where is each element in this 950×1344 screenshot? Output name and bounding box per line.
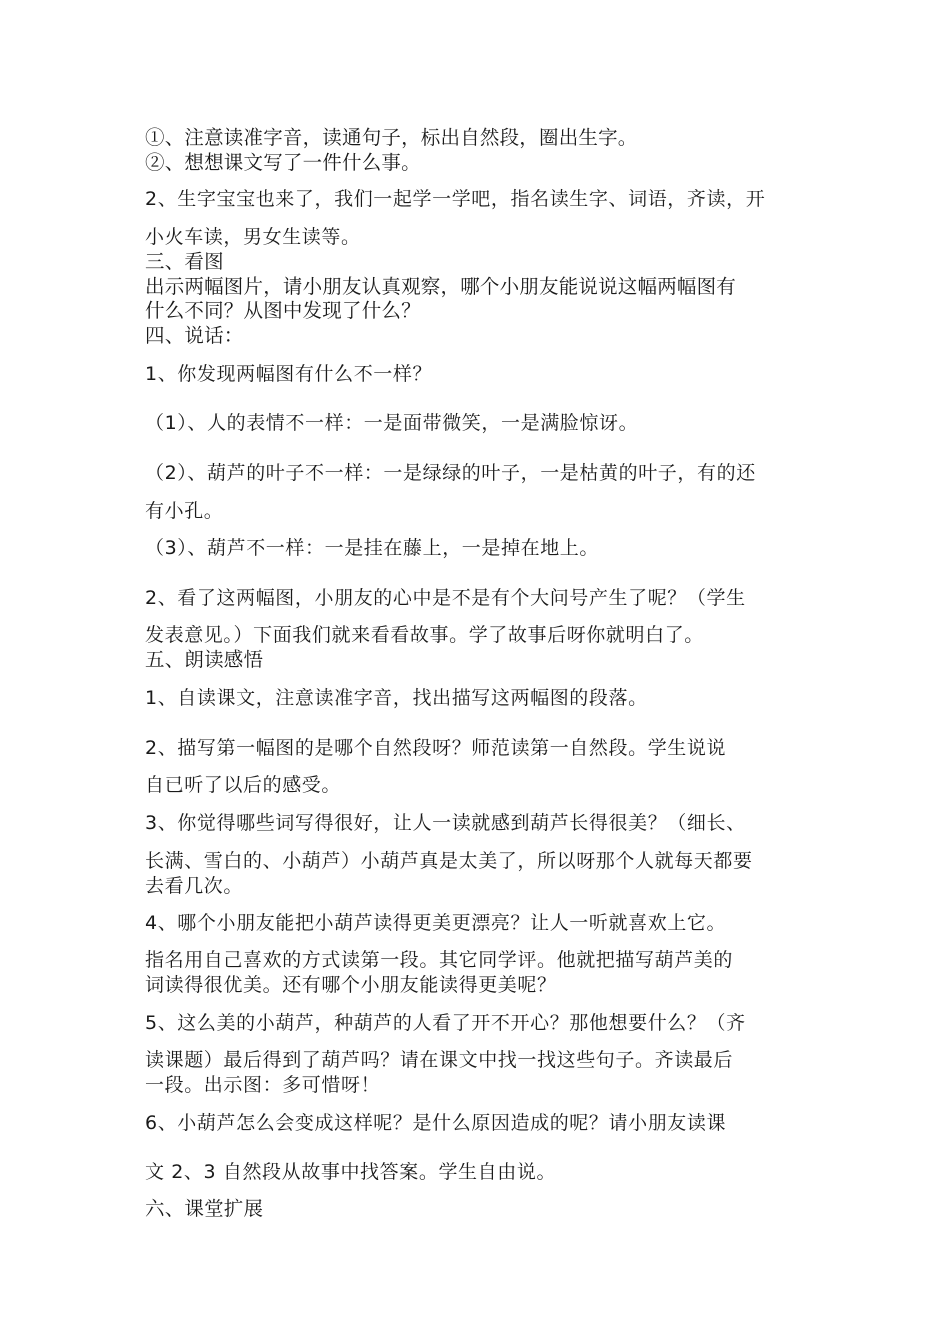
text-line: 2、看了这两幅图，小朋友的心中是不是有个大问号产生了呢？（学生 [145,587,746,609]
text-line: 5、这么美的小葫芦，种葫芦的人看了开不开心？那他想要什么？（齐 [145,1012,746,1034]
text-line: 1、你发现两幅图有什么不一样？ [145,363,433,385]
text-line: ①、注意读准字音，读通句子，标出自然段，圈出生字。 [145,126,638,149]
text-line: 词读得很优美。还有哪个小朋友能读得更美呢？ [145,974,557,996]
text-line: 自已听了以后的感受。 [145,774,342,796]
text-line: （3）、葫芦不一样：一是挂在藤上，一是掉在地上。 [145,537,599,559]
text-line: （1）、人的表情不一样：一是面带微笑，一是满脸惊讶。 [145,412,639,434]
text-line: 出示两幅图片，请小朋友认真观察，哪个小朋友能说说这幅两幅图有 [145,275,737,298]
text-line: ②、想想课文写了一件什么事。 [145,151,421,174]
text-line: 小火车读，男女生读等。 [145,226,361,248]
section-heading: 三、看图 [145,250,224,273]
text-line: 4、哪个小朋友能把小葫芦读得更美更漂亮？让人一听就喜欢上它。 [145,912,727,934]
text-line: 有小孔。 [145,500,224,522]
section-heading: 六、课堂扩展 [145,1197,264,1220]
text-line: 去看几次。 [145,875,244,897]
text-line: 1、自读课文，注意读准字音，找出描写这两幅图的段落。 [145,687,648,709]
text-line: 长满、雪白的、小葫芦）小葫芦真是太美了，所以呀那个人就每天都要 [145,850,753,872]
text-line: 指名用自己喜欢的方式读第一段。其它同学评。他就把描写葫芦美的 [145,949,734,971]
section-heading: 四、说话： [145,324,244,347]
text-line: 一段。出示图：多可惜呀！ [145,1074,381,1096]
text-line: 2、描写第一幅图的是哪个自然段呀？师范读第一自然段。学生说说 [145,737,727,759]
section-heading: 五、朗读感悟 [145,648,264,671]
text-line: （2）、葫芦的叶子不一样：一是绿绿的叶子，一是枯黄的叶子，有的还 [145,462,756,484]
text-line: 发表意见。）下面我们就来看看故事。学了故事后呀你就明白了。 [145,624,704,646]
text-line: 什么不同？从图中发现了什么？ [145,299,421,322]
text-line: 3、你觉得哪些词写得很好，让人一读就感到葫芦长得很美？（细长、 [145,812,746,834]
text-line: 读课题）最后得到了葫芦吗？请在课文中找一找这些句子。齐读最后 [145,1049,734,1071]
text-line: 6、小葫芦怎么会变成这样呢？是什么原因造成的呢？请小朋友读课 [145,1112,727,1134]
text-line: 2、生字宝宝也来了，我们一起学一学吧，指名读生字、词语，齐读，开 [145,188,766,210]
text-line: 文 2、3 自然段从故事中找答案。学生自由说。 [145,1161,557,1183]
